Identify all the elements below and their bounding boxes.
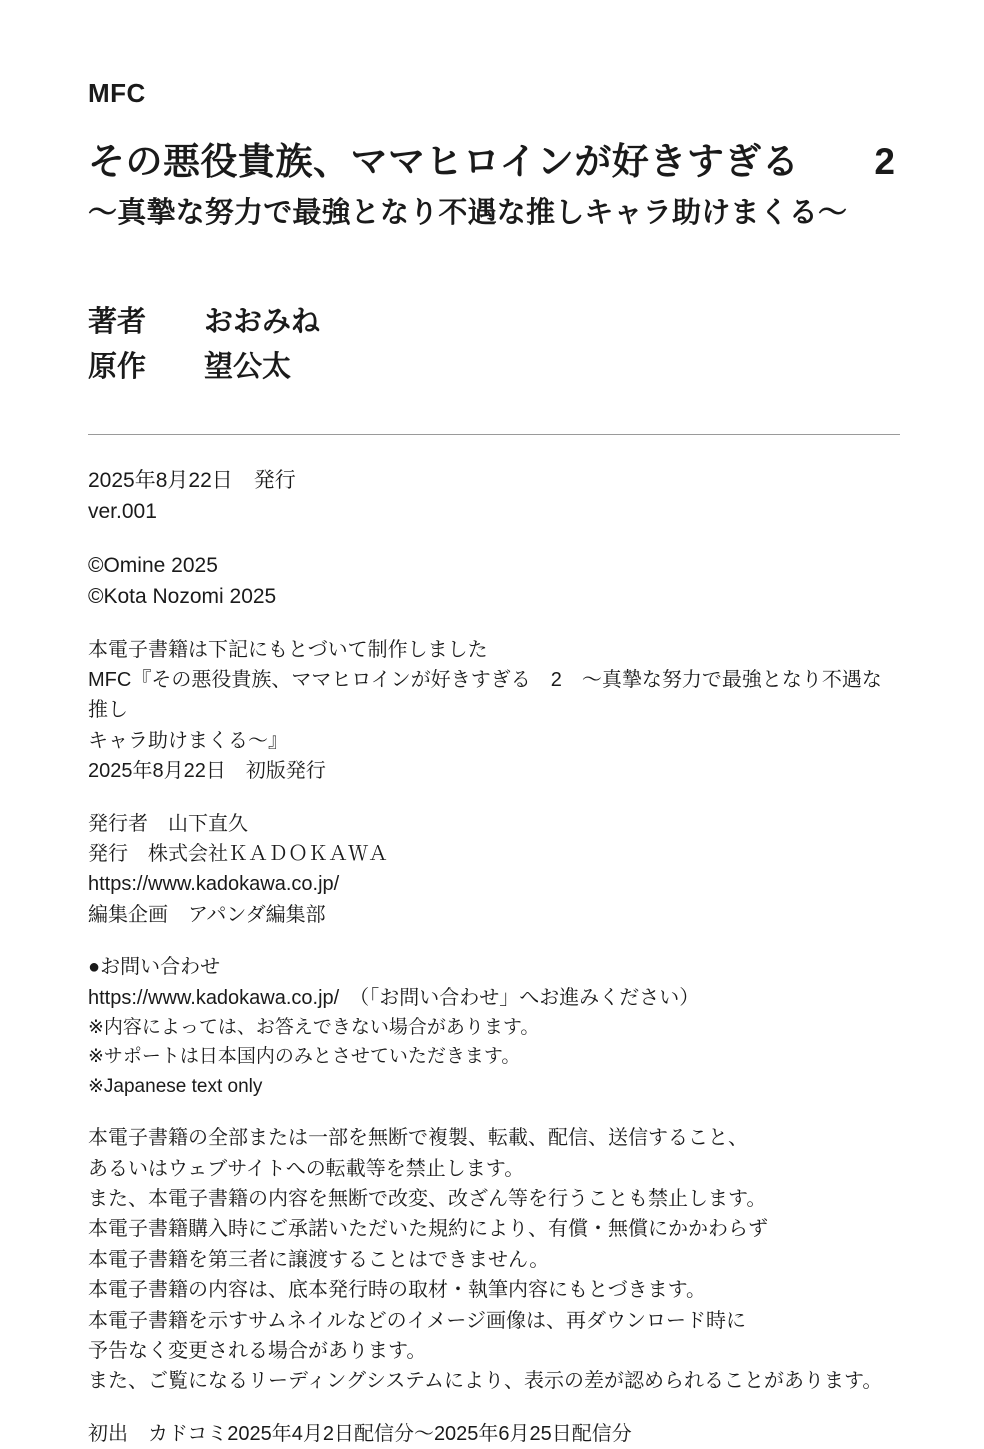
imprint-label: MFC (88, 78, 146, 108)
copyright-line-2: ©Kota Nozomi 2025 (88, 585, 277, 609)
contact-note-1: ※内容によっては、お答えできない場合があります。 (88, 1016, 540, 1038)
terms-line-2: あるいはウェブサイトへの転載等を禁止します。 (88, 1157, 525, 1180)
editorial-department: 編集企画 アパンダ編集部 (88, 903, 326, 926)
contact-heading: ●お問い合わせ (88, 956, 221, 979)
publisher-block (88, 809, 900, 931)
copyright-line-1: ©Omine 2025 (88, 553, 218, 577)
colophon-content (88, 78, 900, 1449)
source-note-line-2: MFC『その悪役貴族、ママヒロインが好きすぎる 2 ～真摯な努力で最強となり不遇な推し (88, 668, 882, 722)
publisher-url[interactable]: https://www.kadokawa.co.jp/ (88, 873, 340, 896)
page-title: その悪役貴族、ママヒロインが好きすぎる 2 (88, 141, 896, 183)
publication-block (88, 465, 900, 528)
title-block (88, 137, 900, 234)
contact-note-2: ※サポートは日本国内のみとさせていただきます。 (88, 1046, 521, 1068)
source-note-line-3: キャラ助けまくる～』 (88, 729, 288, 752)
terms-line-5: 本電子書籍を第三者に譲渡することはできません。 (88, 1248, 550, 1271)
terms-block (88, 1123, 900, 1397)
source-note-line-1: 本電子書籍は下記にもとづいて制作しました (88, 638, 488, 661)
publication-date: 2025年8月22日 発行 (88, 468, 296, 492)
author-line: 著者 おおみね (88, 305, 321, 338)
divider (88, 434, 900, 435)
publisher-company: 発行 株式会社ＫＡＤＯＫＡＷＡ (88, 842, 388, 865)
terms-line-3: また、本電子書籍の内容を無断で改変、改ざん等を行うことも禁止します。 (88, 1187, 767, 1210)
first-publication-block (88, 1419, 900, 1449)
terms-line-4: 本電子書籍購入時にご承諾いただいた規約により、有償・無償にかかわらず (88, 1218, 768, 1241)
original-work-line: 原作 望公太 (88, 350, 292, 383)
first-publication-line: 初出 カドコミ2025年4月2日配信分～2025年6月25日配信分 (88, 1422, 632, 1445)
terms-line-8: 予告なく変更される場合があります。 (88, 1339, 427, 1362)
terms-line-9: また、ご覧になるリーディングシステムにより、表示の差が認められることがあります。 (88, 1370, 883, 1393)
page-subtitle: ～真摯な努力で最強となり不遇な推しキャラ助けまくる～ (88, 197, 848, 230)
terms-line-7: 本電子書籍を示すサムネイルなどのイメージ画像は、再ダウンロード時に (88, 1309, 746, 1332)
contact-block (88, 952, 900, 1101)
credits-block (88, 300, 900, 390)
colophon-details (88, 465, 900, 1449)
contact-url[interactable]: https://www.kadokawa.co.jp/ （「お問い合わせ」へお進みください） (88, 986, 700, 1009)
source-note-line-4: 2025年8月22日 初版発行 (88, 760, 326, 783)
contact-note-3: ※Japanese text only (88, 1075, 263, 1097)
copyright-block (88, 550, 900, 613)
terms-line-1: 本電子書籍の全部または一部を無断で複製、転載、配信、送信すること、 (88, 1127, 748, 1150)
version-label: ver.001 (88, 500, 157, 524)
source-note-block (88, 635, 900, 787)
terms-line-6: 本電子書籍の内容は、底本発行時の取材・執筆内容にもとづきます。 (88, 1279, 706, 1302)
publisher-person: 発行者 山下直久 (88, 812, 248, 835)
